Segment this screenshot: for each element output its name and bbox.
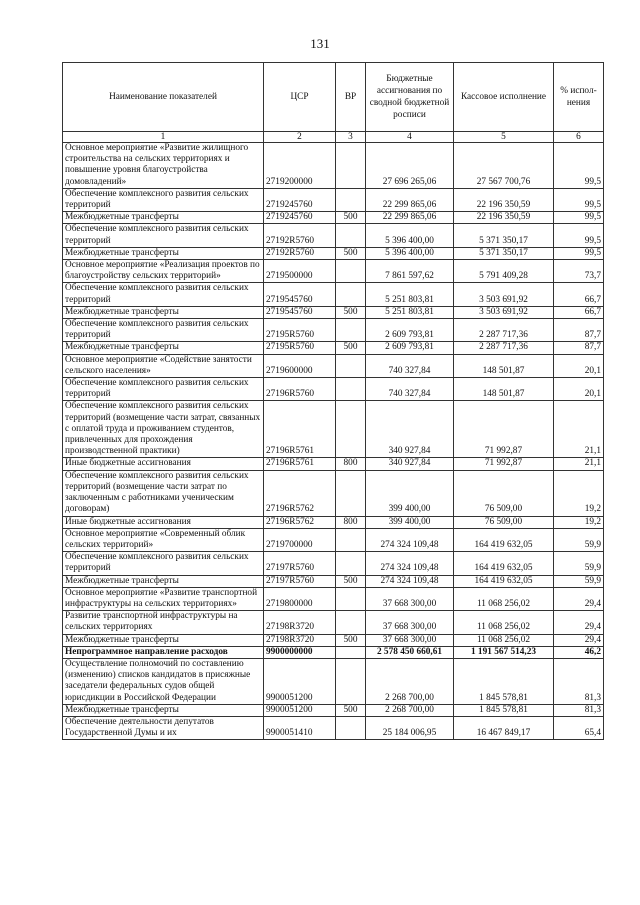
row-name-cell: Межбюджетные трансферты bbox=[63, 634, 264, 646]
table-row bbox=[63, 458, 604, 470]
column-number: 2 bbox=[264, 132, 336, 143]
row-name-cell: Обеспечение комплексного развития сельских территорий (возмещение части затрат, связанных с оплатой труда и проживанием студентов, привлеченных для прохождения производственной практики) bbox=[63, 401, 264, 458]
row-cash-cell: 71 992,87 bbox=[454, 401, 554, 458]
row-csr-cell: 27192R5760 bbox=[264, 247, 336, 259]
row-vr-cell: 500 bbox=[336, 247, 366, 259]
row-cash-cell: 5 371 350,17 bbox=[454, 247, 554, 259]
row-assigned-cell: 2 268 700,00 bbox=[366, 704, 454, 716]
row-assigned-cell: 37 668 300,00 bbox=[366, 634, 454, 646]
row-assigned-cell: 22 299 865,06 bbox=[366, 188, 454, 211]
row-assigned-cell: 274 324 109,48 bbox=[366, 552, 454, 575]
row-assigned-cell: 37 668 300,00 bbox=[366, 587, 454, 610]
row-cash-cell: 16 467 849,17 bbox=[454, 716, 554, 739]
row-pct-cell: 29,4 bbox=[554, 611, 604, 634]
row-name-cell: Непрограммное направление расходов bbox=[63, 646, 264, 658]
row-csr-cell: 27192R5760 bbox=[264, 224, 336, 247]
row-cash-cell: 3 503 691,92 bbox=[454, 283, 554, 306]
table-row bbox=[63, 611, 604, 634]
row-vr-cell: 500 bbox=[336, 306, 366, 318]
row-pct-cell: 20,1 bbox=[554, 354, 604, 377]
table-row bbox=[63, 587, 604, 610]
row-csr-cell: 2719700000 bbox=[264, 528, 336, 551]
row-pct-cell: 99,5 bbox=[554, 247, 604, 259]
row-cash-cell: 11 068 256,02 bbox=[454, 611, 554, 634]
row-name-cell: Развитие транспортной инфраструктуры на сельских территориях bbox=[63, 611, 264, 634]
header-vr: ВР bbox=[336, 63, 366, 132]
row-assigned-cell: 2 609 793,81 bbox=[366, 319, 454, 342]
row-csr-cell: 27196R5762 bbox=[264, 470, 336, 516]
row-csr-cell: 9900051410 bbox=[264, 716, 336, 739]
table-row bbox=[63, 704, 604, 716]
row-pct-cell: 99,5 bbox=[554, 143, 604, 189]
table-row bbox=[63, 354, 604, 377]
row-vr-cell bbox=[336, 587, 366, 610]
table-row bbox=[63, 188, 604, 211]
row-vr-cell: 500 bbox=[336, 634, 366, 646]
row-pct-cell: 81,3 bbox=[554, 658, 604, 704]
row-name-cell: Обеспечение комплексного развития сельских территорий bbox=[63, 224, 264, 247]
page-number: 131 bbox=[310, 36, 330, 51]
table-row bbox=[63, 224, 604, 247]
row-pct-cell: 81,3 bbox=[554, 704, 604, 716]
row-assigned-cell: 37 668 300,00 bbox=[366, 611, 454, 634]
row-name-cell: Обеспечение комплексного развития сельских территорий bbox=[63, 283, 264, 306]
row-csr-cell: 2719600000 bbox=[264, 354, 336, 377]
row-assigned-cell: 27 696 265,06 bbox=[366, 143, 454, 189]
row-vr-cell bbox=[336, 716, 366, 739]
row-csr-cell: 27196R5760 bbox=[264, 378, 336, 401]
row-name-cell: Осуществление полномочий по составлению (изменению) списков кандидатов в присяжные заседатели федеральных судов общей юрисдикции в Российской Федерации bbox=[63, 658, 264, 704]
row-name-cell: Обеспечение комплексного развития сельских территорий bbox=[63, 188, 264, 211]
row-cash-cell: 22 196 350,59 bbox=[454, 188, 554, 211]
row-cash-cell: 148 501,87 bbox=[454, 378, 554, 401]
row-vr-cell bbox=[336, 611, 366, 634]
row-pct-cell: 19,2 bbox=[554, 470, 604, 516]
budget-execution-table bbox=[62, 62, 604, 740]
row-vr-cell bbox=[336, 470, 366, 516]
row-vr-cell: 500 bbox=[336, 704, 366, 716]
row-assigned-cell: 399 400,00 bbox=[366, 470, 454, 516]
row-assigned-cell: 7 861 597,62 bbox=[366, 260, 454, 283]
column-number: 4 bbox=[366, 132, 454, 143]
row-vr-cell bbox=[336, 401, 366, 458]
row-csr-cell: 2719245760 bbox=[264, 188, 336, 211]
row-pct-cell: 87,7 bbox=[554, 319, 604, 342]
row-pct-cell: 73,7 bbox=[554, 260, 604, 283]
row-csr-cell: 2719200000 bbox=[264, 143, 336, 189]
row-assigned-cell: 2 578 450 660,61 bbox=[366, 646, 454, 658]
row-name-cell: Обеспечение деятельности депутатов Государственной Думы и их bbox=[63, 716, 264, 739]
row-csr-cell: 2719800000 bbox=[264, 587, 336, 610]
row-csr-cell: 9900051200 bbox=[264, 658, 336, 704]
table-row bbox=[63, 528, 604, 551]
row-csr-cell: 27198R3720 bbox=[264, 634, 336, 646]
row-cash-cell: 1 845 578,81 bbox=[454, 658, 554, 704]
table-row bbox=[63, 378, 604, 401]
row-vr-cell: 500 bbox=[336, 575, 366, 587]
table-row bbox=[63, 516, 604, 528]
row-name-cell: Основное мероприятие «Содействие занятости сельского населения» bbox=[63, 354, 264, 377]
row-pct-cell: 29,4 bbox=[554, 634, 604, 646]
row-pct-cell: 19,2 bbox=[554, 516, 604, 528]
row-csr-cell: 2719245760 bbox=[264, 212, 336, 224]
row-name-cell: Иные бюджетные ассигнования bbox=[63, 458, 264, 470]
row-pct-cell: 87,7 bbox=[554, 342, 604, 354]
table-row bbox=[63, 634, 604, 646]
row-name-cell: Межбюджетные трансферты bbox=[63, 247, 264, 259]
table-row bbox=[63, 646, 604, 658]
header-assigned: Бюджетные ассигнования по сводной бюджетной росписи bbox=[366, 63, 454, 132]
row-name-cell: Иные бюджетные ассигнования bbox=[63, 516, 264, 528]
row-name-cell: Обеспечение комплексного развития сельских территорий bbox=[63, 319, 264, 342]
row-assigned-cell: 5 396 400,00 bbox=[366, 224, 454, 247]
row-vr-cell: 500 bbox=[336, 212, 366, 224]
table-header-row bbox=[63, 63, 604, 132]
header-csr: ЦСР bbox=[264, 63, 336, 132]
row-assigned-cell: 2 609 793,81 bbox=[366, 342, 454, 354]
row-pct-cell: 99,5 bbox=[554, 188, 604, 211]
row-name-cell: Межбюджетные трансферты bbox=[63, 306, 264, 318]
row-pct-cell: 66,7 bbox=[554, 283, 604, 306]
row-assigned-cell: 340 927,84 bbox=[366, 401, 454, 458]
column-number: 6 bbox=[554, 132, 604, 143]
row-pct-cell: 59,9 bbox=[554, 528, 604, 551]
table-row bbox=[63, 247, 604, 259]
table-row bbox=[63, 143, 604, 189]
table-row bbox=[63, 342, 604, 354]
row-cash-cell: 1 845 578,81 bbox=[454, 704, 554, 716]
table-row bbox=[63, 319, 604, 342]
row-cash-cell: 11 068 256,02 bbox=[454, 634, 554, 646]
row-cash-cell: 71 992,87 bbox=[454, 458, 554, 470]
row-cash-cell: 11 068 256,02 bbox=[454, 587, 554, 610]
row-csr-cell: 27197R5760 bbox=[264, 552, 336, 575]
row-name-cell: Основное мероприятие «Реализация проектов по благоустройству сельских территорий» bbox=[63, 260, 264, 283]
row-pct-cell: 21,1 bbox=[554, 401, 604, 458]
header-cash: Кассовое исполнение bbox=[454, 63, 554, 132]
row-cash-cell: 148 501,87 bbox=[454, 354, 554, 377]
row-vr-cell bbox=[336, 143, 366, 189]
row-cash-cell: 3 503 691,92 bbox=[454, 306, 554, 318]
row-pct-cell: 46,2 bbox=[554, 646, 604, 658]
row-vr-cell bbox=[336, 378, 366, 401]
row-vr-cell: 500 bbox=[336, 342, 366, 354]
row-assigned-cell: 25 184 006,95 bbox=[366, 716, 454, 739]
row-csr-cell: 2719545760 bbox=[264, 283, 336, 306]
header-pct: % испол-нения bbox=[554, 63, 604, 132]
table-row bbox=[63, 401, 604, 458]
row-name-cell: Межбюджетные трансферты bbox=[63, 575, 264, 587]
column-number: 5 bbox=[454, 132, 554, 143]
row-vr-cell bbox=[336, 283, 366, 306]
row-vr-cell bbox=[336, 188, 366, 211]
row-pct-cell: 59,9 bbox=[554, 575, 604, 587]
column-number-row bbox=[63, 132, 604, 143]
row-vr-cell bbox=[336, 224, 366, 247]
row-assigned-cell: 274 324 109,48 bbox=[366, 528, 454, 551]
row-cash-cell: 1 191 567 514,23 bbox=[454, 646, 554, 658]
table-row bbox=[63, 658, 604, 704]
row-name-cell: Межбюджетные трансферты bbox=[63, 212, 264, 224]
row-csr-cell: 2719500000 bbox=[264, 260, 336, 283]
row-cash-cell: 22 196 350,59 bbox=[454, 212, 554, 224]
row-vr-cell: 800 bbox=[336, 458, 366, 470]
row-pct-cell: 66,7 bbox=[554, 306, 604, 318]
row-assigned-cell: 5 251 803,81 bbox=[366, 283, 454, 306]
row-csr-cell: 27198R3720 bbox=[264, 611, 336, 634]
row-assigned-cell: 22 299 865,06 bbox=[366, 212, 454, 224]
row-csr-cell: 27197R5760 bbox=[264, 575, 336, 587]
row-cash-cell: 5 791 409,28 bbox=[454, 260, 554, 283]
row-pct-cell: 59,9 bbox=[554, 552, 604, 575]
row-csr-cell: 27196R5761 bbox=[264, 401, 336, 458]
row-name-cell: Обеспечение комплексного развития сельских территорий bbox=[63, 378, 264, 401]
row-cash-cell: 5 371 350,17 bbox=[454, 224, 554, 247]
row-name-cell: Обеспечение комплексного развития сельских территорий bbox=[63, 552, 264, 575]
row-cash-cell: 76 509,00 bbox=[454, 470, 554, 516]
row-vr-cell bbox=[336, 646, 366, 658]
row-csr-cell: 9900000000 bbox=[264, 646, 336, 658]
row-assigned-cell: 5 251 803,81 bbox=[366, 306, 454, 318]
row-assigned-cell: 399 400,00 bbox=[366, 516, 454, 528]
row-pct-cell: 65,4 bbox=[554, 716, 604, 739]
table-row bbox=[63, 212, 604, 224]
table-row bbox=[63, 716, 604, 739]
row-name-cell: Межбюджетные трансферты bbox=[63, 704, 264, 716]
row-name-cell: Межбюджетные трансферты bbox=[63, 342, 264, 354]
row-csr-cell: 27196R5762 bbox=[264, 516, 336, 528]
row-vr-cell bbox=[336, 260, 366, 283]
column-number: 1 bbox=[63, 132, 264, 143]
row-vr-cell bbox=[336, 354, 366, 377]
table-row bbox=[63, 260, 604, 283]
row-vr-cell bbox=[336, 658, 366, 704]
row-cash-cell: 76 509,00 bbox=[454, 516, 554, 528]
row-vr-cell bbox=[336, 528, 366, 551]
row-assigned-cell: 740 327,84 bbox=[366, 378, 454, 401]
column-number: 3 bbox=[336, 132, 366, 143]
row-vr-cell: 800 bbox=[336, 516, 366, 528]
row-assigned-cell: 274 324 109,48 bbox=[366, 575, 454, 587]
row-csr-cell: 27195R5760 bbox=[264, 319, 336, 342]
row-csr-cell: 2719545760 bbox=[264, 306, 336, 318]
header-name: Наименование показателей bbox=[63, 63, 264, 132]
row-vr-cell bbox=[336, 319, 366, 342]
row-csr-cell: 27195R5760 bbox=[264, 342, 336, 354]
row-cash-cell: 2 287 717,36 bbox=[454, 342, 554, 354]
table-row bbox=[63, 575, 604, 587]
row-cash-cell: 164 419 632,05 bbox=[454, 528, 554, 551]
table-row bbox=[63, 306, 604, 318]
row-pct-cell: 99,5 bbox=[554, 212, 604, 224]
row-pct-cell: 29,4 bbox=[554, 587, 604, 610]
table-row bbox=[63, 470, 604, 516]
row-csr-cell: 9900051200 bbox=[264, 704, 336, 716]
row-csr-cell: 27196R5761 bbox=[264, 458, 336, 470]
row-name-cell: Обеспечение комплексного развития сельских территорий (возмещение части затрат по заключенным с работниками ученическим договорам) bbox=[63, 470, 264, 516]
row-pct-cell: 21,1 bbox=[554, 458, 604, 470]
row-name-cell: Основное мероприятие «Современный облик сельских территорий» bbox=[63, 528, 264, 551]
row-cash-cell: 164 419 632,05 bbox=[454, 575, 554, 587]
row-assigned-cell: 2 268 700,00 bbox=[366, 658, 454, 704]
row-assigned-cell: 340 927,84 bbox=[366, 458, 454, 470]
row-assigned-cell: 740 327,84 bbox=[366, 354, 454, 377]
row-pct-cell: 99,5 bbox=[554, 224, 604, 247]
row-cash-cell: 164 419 632,05 bbox=[454, 552, 554, 575]
table-body bbox=[63, 143, 604, 740]
row-name-cell: Основное мероприятие «Развитие транспортной инфраструктуры на сельских территориях» bbox=[63, 587, 264, 610]
row-name-cell: Основное мероприятие «Развитие жилищного строительства на сельских территориях и повышение уровня благоустройства домовладений» bbox=[63, 143, 264, 189]
row-cash-cell: 2 287 717,36 bbox=[454, 319, 554, 342]
row-pct-cell: 20,1 bbox=[554, 378, 604, 401]
row-assigned-cell: 5 396 400,00 bbox=[366, 247, 454, 259]
row-cash-cell: 27 567 700,76 bbox=[454, 143, 554, 189]
row-vr-cell bbox=[336, 552, 366, 575]
table-row bbox=[63, 283, 604, 306]
table-row bbox=[63, 552, 604, 575]
